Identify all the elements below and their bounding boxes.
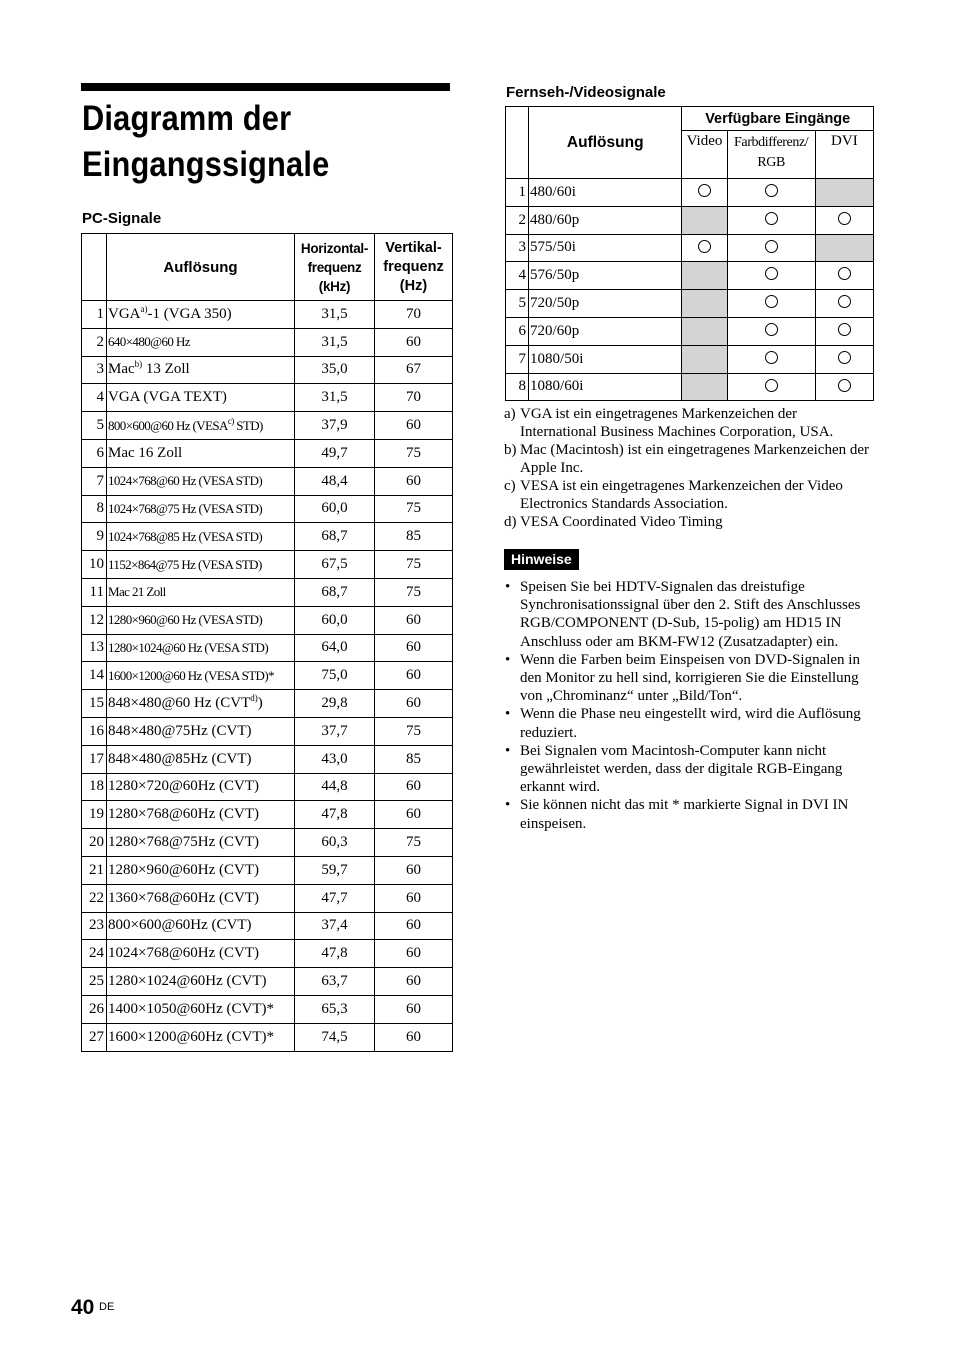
tv-header-rgb (727, 131, 815, 179)
pc-row-number: 23 (82, 912, 107, 940)
pc-row-vertical: 60 (375, 690, 453, 718)
pc-row-horizontal: 60,0 (295, 495, 375, 523)
pc-row-vertical: 60 (375, 995, 453, 1023)
available-circle-icon (765, 212, 778, 225)
pc-table-row (82, 773, 453, 801)
tv-header-available: Verfügbare Eingänge (682, 107, 874, 131)
pc-row-horizontal: 65,3 (295, 995, 375, 1023)
footnote-text: VESA Coordinated Video Timing (520, 514, 723, 530)
pc-row-resolution (107, 884, 295, 912)
hinweise-item: • Sie können nicht das mit * markierte Signal in DVI IN einspeisen. (504, 796, 876, 832)
pc-header-vertical-1: Vertikal- (385, 239, 442, 256)
tv-header-rgb-2: RGB (757, 155, 785, 170)
tv-row-resolution: 720/60p (529, 317, 682, 345)
tv-row-video (682, 345, 727, 373)
pc-row-resolution-text: 800×600@60Hz (CVT) (108, 917, 252, 934)
tv-row-dvi (815, 345, 873, 373)
pc-row-resolution (107, 662, 295, 690)
available-circle-icon (765, 323, 778, 336)
pc-row-resolution (107, 968, 295, 996)
pc-row-number: 19 (82, 801, 107, 829)
tv-row-number: 5 (506, 290, 529, 318)
pc-header-vertical-3: (Hz) (399, 277, 428, 294)
pc-row-resolution-text: 1600×1200@60Hz (CVT)* (108, 1028, 275, 1045)
footnote (504, 441, 876, 477)
tv-row-dvi (815, 234, 873, 262)
pc-row-vertical: 60 (375, 606, 453, 634)
pc-row-resolution (107, 745, 295, 773)
pc-row-horizontal: 29,8 (295, 690, 375, 718)
pc-table-row (82, 356, 453, 384)
pc-row-resolution (107, 634, 295, 662)
pc-row-number: 6 (82, 439, 107, 467)
pc-row-resolution (107, 328, 295, 356)
pc-table-row (82, 578, 453, 606)
available-circle-icon (765, 240, 778, 253)
pc-row-number: 21 (82, 856, 107, 884)
footnote-key: d) (504, 514, 517, 530)
pc-row-vertical: 60 (375, 662, 453, 690)
pc-row-resolution-text: 1600×1200@60 Hz (VESA STD)* (108, 667, 274, 683)
pc-row-number: 17 (82, 745, 107, 773)
pc-row-vertical: 70 (375, 301, 453, 329)
available-circle-icon (838, 351, 851, 364)
pc-row-resolution-text: 1024×768@60Hz (CVT) (108, 945, 260, 962)
tv-row-video (682, 262, 727, 290)
pc-row-number: 26 (82, 995, 107, 1023)
pc-row-resolution-text: 1024×768@85 Hz (VESA STD) (108, 528, 263, 544)
pc-table-row (82, 829, 453, 857)
tv-row-number: 7 (506, 345, 529, 373)
pc-table-row (82, 690, 453, 718)
pc-signals-table (81, 233, 453, 1052)
pc-header-resolution: Auflösung (107, 234, 295, 301)
tv-row-rgb (727, 290, 815, 318)
tv-row-rgb (727, 373, 815, 401)
page-title-line-1: Diagramm der (82, 99, 292, 138)
pc-row-resolution-text: 1152×864@75 Hz (VESA STD) (108, 556, 262, 572)
pc-row-number: 9 (82, 523, 107, 551)
hinweise-list (504, 578, 876, 833)
pc-row-resolution (107, 384, 295, 412)
pc-row-vertical: 67 (375, 356, 453, 384)
pc-row-resolution (107, 912, 295, 940)
pc-row-footnote-ref: b) (134, 359, 143, 370)
available-circle-icon (838, 379, 851, 392)
pc-row-footnote-ref: d) (250, 693, 258, 704)
pc-row-resolution-suffix: STD) (233, 417, 263, 433)
pc-row-resolution-text: Mac (108, 361, 135, 378)
pc-row-horizontal: 43,0 (295, 745, 375, 773)
pc-row-resolution (107, 995, 295, 1023)
pc-table-row (82, 745, 453, 773)
pc-row-number: 13 (82, 634, 107, 662)
pc-row-resolution-text: 1024×768@75 Hz (VESA STD) (108, 500, 263, 516)
tv-row-number: 6 (506, 317, 529, 345)
pc-header-horizontal-3: (kHz) (318, 278, 351, 294)
pc-row-vertical: 75 (375, 439, 453, 467)
tv-table-row (506, 345, 874, 373)
pc-table-row (82, 523, 453, 551)
hinweise-badge: Hinweise (504, 549, 579, 570)
pc-row-horizontal: 60,0 (295, 606, 375, 634)
pc-table-row (82, 995, 453, 1023)
available-circle-icon (765, 184, 778, 197)
pc-header-horizontal (295, 234, 375, 301)
footnotes (504, 405, 876, 531)
pc-table-row (82, 884, 453, 912)
pc-row-vertical: 85 (375, 745, 453, 773)
pc-row-horizontal: 63,7 (295, 968, 375, 996)
hinweise-item: • Wenn die Farben beim Einspeisen von DVD-Signalen in den Monitor zu hell sind, korrigieren Sie die Einstellung von „Chrominanz“ unter „Bild/Ton“. (504, 651, 876, 706)
pc-row-vertical: 60 (375, 801, 453, 829)
tv-row-dvi (815, 317, 873, 345)
tv-table-row (506, 206, 874, 234)
pc-table-row (82, 717, 453, 745)
pc-table-row (82, 634, 453, 662)
pc-row-resolution (107, 801, 295, 829)
pc-row-horizontal: 68,7 (295, 578, 375, 606)
tv-row-number: 8 (506, 373, 529, 401)
tv-header-resolution: Auflösung (529, 107, 682, 179)
pc-row-number: 7 (82, 467, 107, 495)
footnote (504, 405, 876, 441)
pc-row-vertical: 75 (375, 551, 453, 579)
pc-row-horizontal: 60,3 (295, 829, 375, 857)
tv-row-resolution: 575/50i (529, 234, 682, 262)
pc-row-resolution-suffix: ) (257, 695, 263, 712)
tv-row-rgb (727, 345, 815, 373)
pc-table-row (82, 301, 453, 329)
pc-row-number: 27 (82, 1023, 107, 1051)
tv-row-video (682, 290, 727, 318)
tv-table-row (506, 234, 874, 262)
pc-row-horizontal: 64,0 (295, 634, 375, 662)
pc-row-horizontal: 35,0 (295, 356, 375, 384)
tv-row-number: 2 (506, 206, 529, 234)
pc-row-horizontal: 48,4 (295, 467, 375, 495)
tv-row-resolution: 1080/50i (529, 345, 682, 373)
footnote-text: VGA ist ein eingetragenes Markenzeichen der International Business Machines Corporation, USA. (520, 406, 834, 440)
pc-table-row (82, 467, 453, 495)
tv-row-dvi (815, 262, 873, 290)
available-circle-icon (765, 295, 778, 308)
tv-row-dvi (815, 373, 873, 401)
pc-table-row (82, 412, 453, 440)
pc-row-number: 10 (82, 551, 107, 579)
pc-table-row (82, 551, 453, 579)
pc-row-resolution (107, 578, 295, 606)
available-circle-icon (698, 184, 711, 197)
pc-row-vertical: 60 (375, 467, 453, 495)
pc-row-number: 8 (82, 495, 107, 523)
pc-row-horizontal: 31,5 (295, 384, 375, 412)
pc-row-number: 12 (82, 606, 107, 634)
pc-row-vertical: 60 (375, 912, 453, 940)
pc-row-resolution (107, 412, 295, 440)
pc-row-vertical: 60 (375, 940, 453, 968)
pc-row-vertical: 75 (375, 717, 453, 745)
pc-row-horizontal: 37,7 (295, 717, 375, 745)
pc-row-resolution (107, 439, 295, 467)
pc-row-resolution-text: 848×480@85Hz (CVT) (108, 750, 252, 767)
pc-row-number: 3 (82, 356, 107, 384)
tv-table-row (506, 179, 874, 207)
pc-table-row (82, 801, 453, 829)
pc-row-vertical: 60 (375, 856, 453, 884)
pc-row-resolution (107, 606, 295, 634)
pc-row-resolution-text: 1280×960@60 Hz (VESA STD) (108, 612, 263, 628)
pc-row-resolution-text: 1024×768@60 Hz (VESA STD) (108, 473, 263, 489)
pc-row-resolution-suffix: 13 Zoll (142, 361, 190, 378)
pc-row-vertical: 60 (375, 412, 453, 440)
pc-table-row (82, 606, 453, 634)
tv-row-rgb (727, 179, 815, 207)
pc-row-number: 16 (82, 717, 107, 745)
available-circle-icon (765, 351, 778, 364)
footnote-text: VESA ist ein eingetragenes Markenzeichen der Video Electronics Standards Association. (520, 478, 843, 512)
pc-header-number (82, 234, 107, 301)
pc-row-horizontal: 37,4 (295, 912, 375, 940)
available-circle-icon (838, 323, 851, 336)
pc-row-resolution-text: 1280×768@75Hz (CVT) (108, 834, 260, 851)
tv-row-resolution: 480/60p (529, 206, 682, 234)
pc-row-horizontal: 74,5 (295, 1023, 375, 1051)
pc-row-resolution-text: Mac 21 Zoll (108, 584, 166, 600)
pc-row-vertical: 75 (375, 495, 453, 523)
hinweise-item: • Speisen Sie bei HDTV-Signalen das dreistufige Synchronisationssignal über den 2. Stift des Anschlusses RGB/COMPONENT (D-Sub, 15-polig) am HD15 IN Anschluss oder am BKM-FW12 (Zusatzadapter) ein. (504, 578, 876, 651)
tv-row-rgb (727, 317, 815, 345)
pc-row-resolution-text: 1400×1050@60Hz (CVT)* (108, 1000, 275, 1017)
hinweise-item: • Wenn die Phase neu eingestellt wird, wird die Auflösung reduziert. (504, 705, 876, 741)
pc-row-horizontal: 59,7 (295, 856, 375, 884)
pc-row-number: 4 (82, 384, 107, 412)
pc-row-resolution (107, 940, 295, 968)
pc-row-resolution (107, 690, 295, 718)
pc-table-row (82, 1023, 453, 1051)
pc-row-resolution-text: 1280×768@60Hz (CVT) (108, 806, 260, 823)
footnote-key: c) (504, 478, 516, 494)
pc-row-resolution (107, 773, 295, 801)
pc-table-row (82, 912, 453, 940)
pc-row-horizontal: 47,8 (295, 940, 375, 968)
tv-row-video (682, 373, 727, 401)
tv-signals-heading: Fernseh-/Videosignale (506, 84, 666, 101)
tv-row-dvi (815, 206, 873, 234)
pc-row-footnote-ref: c) (227, 415, 234, 426)
pc-row-resolution-text: 1280×1024@60 Hz (VESA STD) (108, 639, 269, 655)
pc-table-row (82, 439, 453, 467)
page-number: 40 (71, 1296, 95, 1319)
pc-row-resolution-text: 1280×960@60Hz (CVT) (108, 861, 260, 878)
tv-header-rgb-1: Farbdifferenz/ (734, 135, 809, 150)
pc-header-vertical-2: frequenz (383, 258, 444, 275)
pc-row-horizontal: 75,0 (295, 662, 375, 690)
pc-table-row (82, 495, 453, 523)
hinweise-item: • Bei Signalen vom Macintosh-Computer kann nicht gewährleistet werden, dass der digitale RGB-Eingang erkannt wird. (504, 742, 876, 797)
pc-row-number: 24 (82, 940, 107, 968)
tv-table-row (506, 317, 874, 345)
pc-row-horizontal: 68,7 (295, 523, 375, 551)
available-circle-icon (765, 267, 778, 280)
pc-row-horizontal: 47,7 (295, 884, 375, 912)
pc-row-vertical: 60 (375, 968, 453, 996)
pc-row-resolution-text: 848×480@75Hz (CVT) (108, 722, 252, 739)
pc-row-resolution-text: 848×480@60 Hz (CVT (108, 695, 251, 712)
tv-row-rgb (727, 262, 815, 290)
tv-row-resolution: 576/50p (529, 262, 682, 290)
pc-row-resolution-text: Mac 16 Zoll (108, 444, 183, 461)
available-circle-icon (838, 295, 851, 308)
tv-row-number: 1 (506, 179, 529, 207)
pc-row-number: 25 (82, 968, 107, 996)
pc-header-horizontal-2: frequenz (307, 259, 362, 275)
available-circle-icon (698, 240, 711, 253)
footnote-text: Mac (Macintosh) ist ein eingetragenes Markenzeichen der Apple Inc. (520, 442, 870, 476)
pc-row-number: 22 (82, 884, 107, 912)
pc-row-number: 1 (82, 301, 107, 329)
pc-table-row (82, 940, 453, 968)
pc-row-vertical: 60 (375, 884, 453, 912)
pc-row-horizontal: 49,7 (295, 439, 375, 467)
pc-row-number: 18 (82, 773, 107, 801)
tv-row-video (682, 206, 727, 234)
pc-row-resolution-text: 1280×1024@60Hz (CVT) (108, 973, 267, 990)
pc-row-vertical: 75 (375, 829, 453, 857)
pc-row-horizontal: 67,5 (295, 551, 375, 579)
pc-table-row (82, 662, 453, 690)
tv-row-video (682, 179, 727, 207)
pc-row-resolution (107, 301, 295, 329)
tv-row-number: 4 (506, 262, 529, 290)
footnote (504, 513, 876, 531)
pc-row-resolution (107, 1023, 295, 1051)
pc-row-resolution (107, 551, 295, 579)
pc-row-vertical: 85 (375, 523, 453, 551)
pc-row-resolution (107, 829, 295, 857)
tv-row-resolution: 480/60i (529, 179, 682, 207)
title-rule (81, 83, 450, 91)
pc-row-vertical: 60 (375, 634, 453, 662)
pc-header-horizontal-1: Horizontal- (300, 240, 369, 256)
pc-row-resolution (107, 356, 295, 384)
tv-row-rgb (727, 234, 815, 262)
footnote-key: a) (504, 406, 516, 422)
pc-row-number: 11 (82, 578, 107, 606)
pc-row-resolution (107, 717, 295, 745)
tv-table-row (506, 290, 874, 318)
pc-row-resolution-text: VGA (VGA TEXT) (108, 389, 227, 406)
pc-row-vertical: 60 (375, 1023, 453, 1051)
pc-row-resolution-text: 640×480@60 Hz (108, 334, 190, 350)
pc-row-horizontal: 44,8 (295, 773, 375, 801)
footnote (504, 477, 876, 513)
tv-signals-table (505, 106, 874, 401)
pc-row-resolution-text: 1360×768@60Hz (CVT) (108, 889, 260, 906)
pc-row-resolution (107, 467, 295, 495)
pc-row-vertical: 60 (375, 773, 453, 801)
page-title-line-2: Eingangssignale (82, 145, 330, 184)
tv-header-number (506, 107, 529, 179)
pc-signals-heading: PC-Signale (82, 210, 162, 227)
available-circle-icon (838, 267, 851, 280)
pc-row-footnote-ref: a) (140, 303, 148, 314)
tv-header-video: Video (682, 131, 727, 179)
tv-header-dvi: DVI (815, 131, 873, 179)
footnote-key: b) (504, 442, 517, 458)
pc-row-resolution-text: 800×600@60 Hz (VESA (108, 417, 228, 433)
pc-row-number: 2 (82, 328, 107, 356)
page-title (82, 96, 416, 188)
pc-row-resolution-text: 1280×720@60Hz (CVT) (108, 778, 260, 795)
pc-row-resolution-text: VGA (108, 305, 141, 322)
pc-table-row (82, 384, 453, 412)
pc-row-number: 14 (82, 662, 107, 690)
pc-row-horizontal: 37,9 (295, 412, 375, 440)
available-circle-icon (838, 212, 851, 225)
pc-row-resolution (107, 856, 295, 884)
tv-row-dvi (815, 290, 873, 318)
pc-row-horizontal: 31,5 (295, 328, 375, 356)
tv-row-rgb (727, 206, 815, 234)
pc-table-row (82, 856, 453, 884)
available-circle-icon (765, 379, 778, 392)
pc-table-row (82, 328, 453, 356)
pc-table-row (82, 968, 453, 996)
tv-row-number: 3 (506, 234, 529, 262)
tv-row-video (682, 234, 727, 262)
pc-row-number: 20 (82, 829, 107, 857)
tv-row-dvi (815, 179, 873, 207)
page-language: DE (99, 1301, 115, 1313)
pc-row-horizontal: 47,8 (295, 801, 375, 829)
pc-row-resolution-suffix: -1 (VGA 350) (147, 305, 232, 322)
pc-row-resolution (107, 495, 295, 523)
pc-row-vertical: 70 (375, 384, 453, 412)
pc-row-resolution (107, 523, 295, 551)
tv-row-resolution: 1080/60i (529, 373, 682, 401)
pc-row-vertical: 60 (375, 328, 453, 356)
pc-row-horizontal: 31,5 (295, 301, 375, 329)
pc-row-number: 5 (82, 412, 107, 440)
tv-table-row (506, 262, 874, 290)
tv-row-resolution: 720/50p (529, 290, 682, 318)
pc-row-number: 15 (82, 690, 107, 718)
tv-table-row (506, 373, 874, 401)
pc-header-vertical (375, 234, 453, 301)
tv-row-video (682, 317, 727, 345)
pc-row-vertical: 75 (375, 578, 453, 606)
